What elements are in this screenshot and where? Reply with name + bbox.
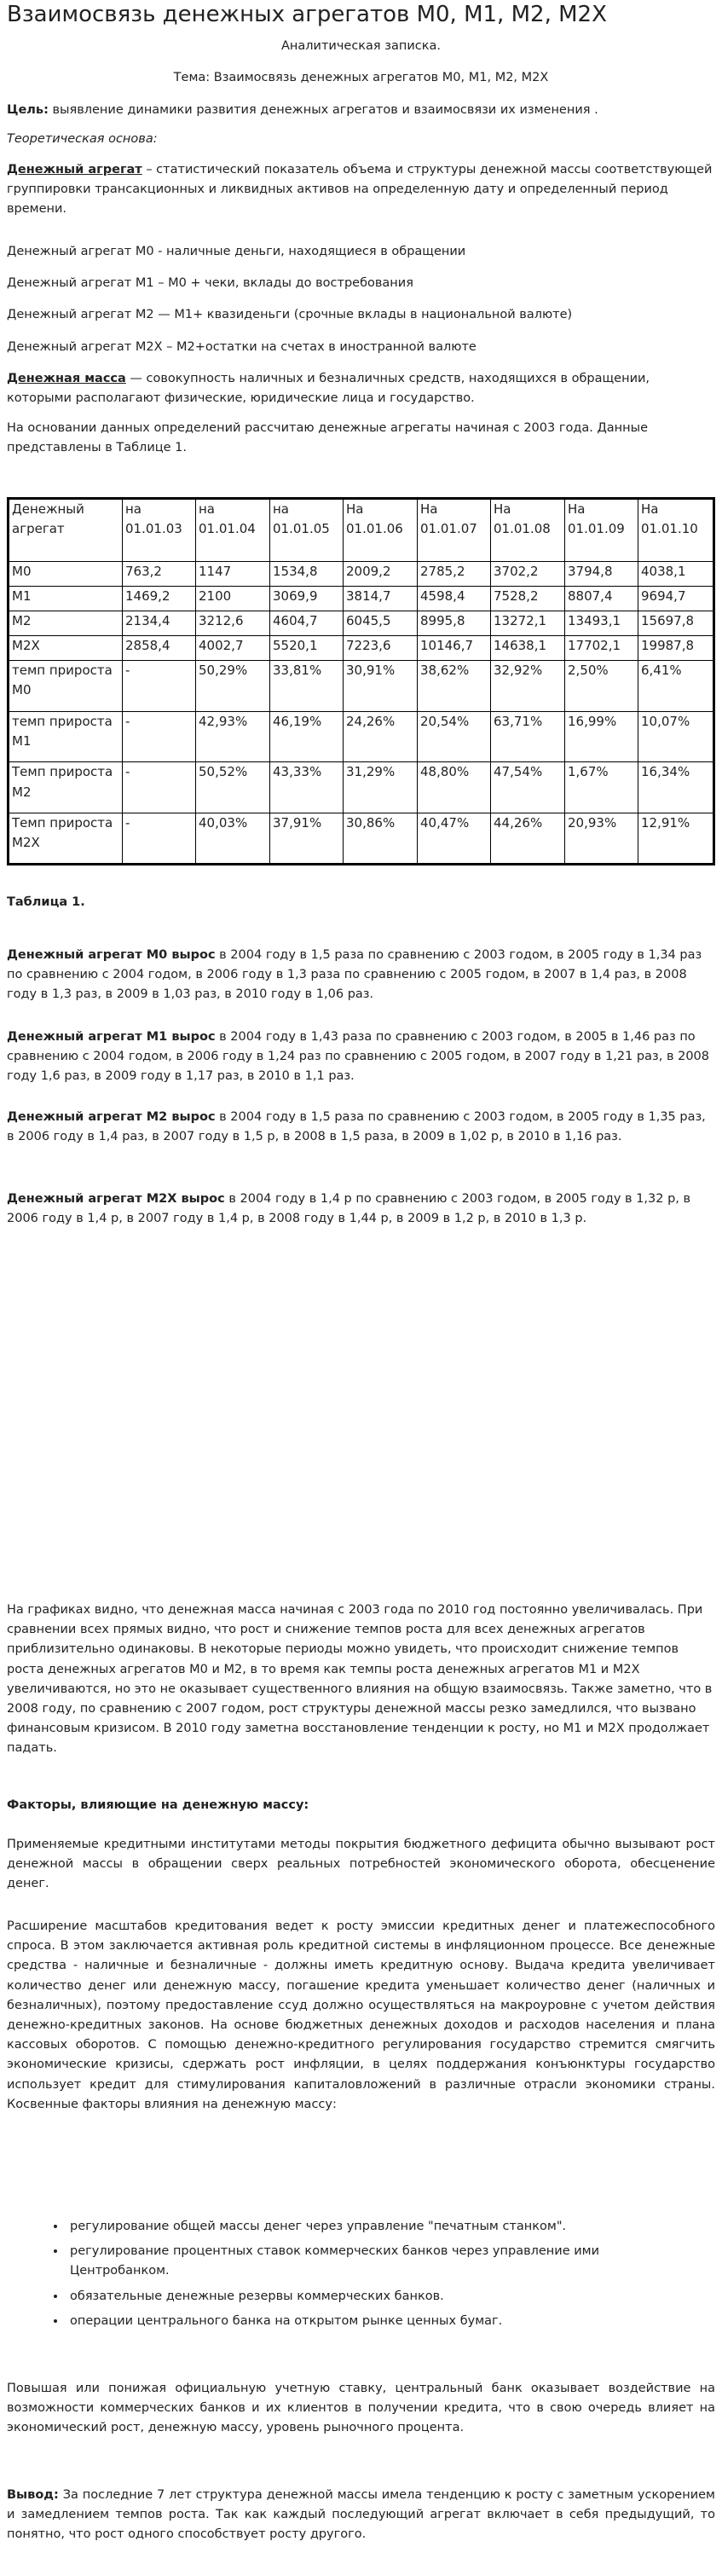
table-header-date: на 01.01.04 [196,499,270,562]
table-cell: 24,26% [344,711,418,762]
table-cell: 14638,1 [491,635,565,660]
money-mass-term: Денежная масса [7,372,126,385]
conclusion-paragraph [7,2486,715,2545]
table-cell: - [123,813,196,865]
table-cell: 10,07% [638,711,714,762]
table-header-date: На 01.01.10 [638,499,714,562]
table-cell: 4598,4 [418,587,491,611]
factors-paragraph-1: Применяемые кредитными институтами методы покрытия бюджетного дефицита обычно вызывают рост денежной массы в обращении сверх реальных потребностей экономического оборота, обесценение денег. [7,1838,715,1891]
document-subtitle: Аналитическая записка. [280,39,441,53]
table-cell: 2134,4 [123,611,196,636]
table-cell: 7223,6 [344,635,418,660]
table-cell: 30,86% [344,813,418,865]
table-row [9,762,714,813]
table-cell: 7528,2 [491,587,565,611]
table-cell: 13272,1 [491,611,565,636]
table-row-label: М0 [9,562,123,587]
table-cell: 1534,8 [270,562,344,587]
m2x-growth-text: в 2004 году в 1,4 р по сравнению с 2003 годом, в 2005 году в 1,32 р, в 2006 году в 1,4 р, в 2007 году в 1,4 р, в 2008 году в 1,44 р, в 2009 в 1,2 р, в 2010 в 1,3 р. [7,1192,691,1226]
table-cell: 43,33% [270,762,344,813]
table-cell: 6,41% [638,660,714,711]
list-item: • обязательные денежные резервы коммерческих банков. [66,2287,688,2307]
table-header-label: Денежный агрегат [9,499,123,562]
aggregate-definition-text: – статистический показатель объема и структуры денежной массы соответствующей группировки трансакционных и ликвидных активов на определенную дату и определенный период времени. [7,163,713,217]
m2-growth-text: в 2004 году в 1,5 раза по сравнению с 2003 годом, в 2005 году в 1,35 раз, в 2006 году в 1,4 раз, в 2007 году в 1,5 р, в 2008 в 1,5 раза, в 2009 в 1,02 р, в 2010 в 1,16 раз. [7,1110,706,1144]
table-cell: 31,29% [344,762,418,813]
table-cell: 1,67% [565,762,638,813]
indirect-factors-list [51,2217,688,2336]
factors-heading: Факторы, влияющие на денежную массу: [7,1798,309,1812]
table-header-date: На 01.01.07 [418,499,491,562]
table-cell: 37,91% [270,813,344,865]
table-cell: 46,19% [270,711,344,762]
list-item: • регулирование процентных ставок коммерческих банков через управление ими Центробанком. [66,2242,688,2281]
table-cell: 19987,8 [638,635,714,660]
m2x-growth-paragraph [7,1190,715,1229]
table-row [9,711,714,762]
table-row [9,587,714,611]
table-cell: 3212,6 [196,611,270,636]
table-cell: 3794,8 [565,562,638,587]
table-cell: 8807,4 [565,587,638,611]
table-cell: 2,50% [565,660,638,711]
table-cell: 16,34% [638,762,714,813]
table-row [9,562,714,587]
m1-growth-paragraph [7,1028,715,1087]
table-cell: 30,91% [344,660,418,711]
table-caption: Таблица 1. [7,895,85,909]
table-cell: 12,91% [638,813,714,865]
table-cell: 2100 [196,587,270,611]
central-bank-rate-paragraph: Повышая или понижая официальную учетную ставку, центральный банк оказывает воздействие на возможности коммерческих банков и их клиентов в получении кредита, что в свою очередь влияет на экономический рост, денежную массу, уровень рыночного процента. [7,2382,715,2435]
table-header-row [9,499,714,562]
table-cell: 1147 [196,562,270,587]
m2-growth-paragraph [7,1108,715,1147]
table-cell: 4002,7 [196,635,270,660]
table-row-label: М1 [9,587,123,611]
table-cell: 17702,1 [565,635,638,660]
m2-definition: Денежный агрегат М2 — М1+ квазиденьги (срочные вклады в национальной валюте) [7,308,573,321]
m2x-growth-lead: Денежный агрегат М2Х вырос [7,1192,225,1206]
table-cell: 4604,7 [270,611,344,636]
table-cell: - [123,660,196,711]
table-cell: 40,03% [196,813,270,865]
table-header-date: на 01.01.03 [123,499,196,562]
table-cell: 5520,1 [270,635,344,660]
table-cell: 1469,2 [123,587,196,611]
table-cell: 33,81% [270,660,344,711]
aggregates-table [7,497,715,865]
table-cell: 2785,2 [418,562,491,587]
table-header-date: на 01.01.05 [270,499,344,562]
table-cell: 16,99% [565,711,638,762]
table-cell: 3069,9 [270,587,344,611]
table-row-label: темп прироста М0 [9,660,123,711]
table-cell: 9694,7 [638,587,714,611]
theory-heading: Теоретическая основа: [7,132,158,146]
page-title: Взаимосвязь денежных агрегатов М0, М1, М2, М2Х [7,2,607,27]
table-cell: 40,47% [418,813,491,865]
conclusion-label: Вывод: [7,2488,59,2502]
table-cell: 13493,1 [565,611,638,636]
table-cell: 763,2 [123,562,196,587]
conclusion-text: За последние 7 лет структура денежной массы имела тенденцию к росту с заметным ускорением и замедлением темпов роста. Так как каждый последующий агрегат включает в себя предыдущий, то понятно, что рост одного способствует росту другого. [7,2488,715,2542]
table-cell: 50,52% [196,762,270,813]
m1-definition: Денежный агрегат М1 – М0 + чеки, вклады до востребования [7,276,413,290]
table-cell: 50,29% [196,660,270,711]
m2-growth-lead: Денежный агрегат М2 вырос [7,1110,216,1124]
table-row-label: темп прироста М1 [9,711,123,762]
table-row-label: М2 [9,611,123,636]
table-cell: - [123,711,196,762]
intro-paragraph: На основании данных определений рассчитаю денежные агрегаты начиная с 2003 года. Данные представлены в Таблице 1. [7,421,649,455]
table-cell: 20,93% [565,813,638,865]
table-cell: 3702,2 [491,562,565,587]
m1-growth-lead: Денежный агрегат М1 вырос [7,1030,216,1044]
table-row [9,813,714,865]
table-header-date: На 01.01.08 [491,499,565,562]
factors-paragraph-2: Расширение масштабов кредитования ведет к росту эмиссии кредитных денег и платежеспособного спроса. В этом заключается активная роль кредитной системы в инфляционном процессе. Все денежные средства - наличные и безналичные - должны иметь кредитную основу. Выдача кредита увеличивает количество денег или денежную массу, погашение кредита уменьшает количество денег (наличных и безналичных), поэтому предоставление ссуд должно осуществляться на макроуровне с учетом действия денежно-кредитных законов. На основе бюджетных денежных доходов и расходов населения и плана кассовых оборотов. С помощью денежно-кредитного регулирования государство стремится смягчить экономические кризисы, сдержать рост инфляции, в целях поддержания конъюнктуры государство использует кредит для стимулирования капиталовложений в различные отрасли экономики страны. Косвенные факторы влияния на денежную массу: [7,1919,715,2111]
table-cell: 63,71% [491,711,565,762]
table-cell: - [123,762,196,813]
table-row [9,611,714,636]
table-cell: 8995,8 [418,611,491,636]
table-cell: 15697,8 [638,611,714,636]
m0-growth-text: в 2004 году в 1,5 раза по сравнению с 2003 годом, в 2005 году в 1,34 раз по сравнению с 2004 годом, в 2006 году в 1,3 раза по сравнению с 2005 годом, в 2007 в 1,4 раз, в 2008 году в 1,3 раз, в 2009 в 1,03 раз, в 2010 году в 1,06 раз. [7,948,702,1002]
table-row-label: М2Х [9,635,123,660]
table-header-date: На 01.01.09 [565,499,638,562]
table-cell: 2858,4 [123,635,196,660]
m0-growth-paragraph [7,946,715,1005]
aggregate-term: Денежный агрегат [7,163,142,177]
table-cell: 42,93% [196,711,270,762]
table-header-date: На 01.01.06 [344,499,418,562]
table-cell: 20,54% [418,711,491,762]
m2x-definition: Денежный агрегат М2Х – М2+остатки на счетах в иностранной валюте [7,340,477,354]
table-row-label: Темп прироста М2Х [9,813,123,865]
goal-paragraph [7,101,715,120]
table-cell: 10146,7 [418,635,491,660]
aggregate-definition [7,160,715,220]
goal-label: Цель: [7,103,49,117]
table-row [9,660,714,711]
goal-text: выявление динамики развития денежных агрегатов и взаимосвязи их изменения . [48,103,598,117]
table-cell: 2009,2 [344,562,418,587]
table-cell: 3814,7 [344,587,418,611]
table-row-label: Темп прироста М2 [9,762,123,813]
table-cell: 48,80% [418,762,491,813]
document-topic: Тема: Взаимосвязь денежных агрегатов М0, М1, М2, М2Х [173,71,549,84]
list-item: • регулирование общей массы денег через управление "печатным станком". [66,2217,688,2237]
table-cell: 6045,5 [344,611,418,636]
table-row [9,635,714,660]
table-cell: 4038,1 [638,562,714,587]
table-cell: 38,62% [418,660,491,711]
m0-definition: Денежный агрегат М0 - наличные деньги, находящиеся в обращении [7,245,466,258]
table-cell: 44,26% [491,813,565,865]
graphs-paragraph: На графиках видно, что денежная масса начиная с 2003 года по 2010 год постоянно увеличивалась. При сравнении всех прямых видно, что рост и снижение темпов роста для всех денежных агрегатов приблизительно одинаковы. В некоторые периоды можно увидеть, что происходит снижение темпов роста денежных агрегатов М0 и М2, в то время как темпы роста денежных агрегатов М1 и М2Х увеличиваются, но это не оказывает существенного влияния на общую взаимосвязь. Также заметно, что в 2008 году, по сравнению с 2007 годом, рост структуры денежной массы резко замедлился, что вызвано финансовым кризисом. В 2010 году заметна восстановление тенденции к росту, но М1 и М2Х продолжает падать. [7,1603,713,1756]
money-mass-definition-text: — совокупность наличных и безналичных средств, находящихся в обращении, которыми располагают физические, юридические лица и государство. [7,372,650,406]
money-mass-definition [7,369,715,408]
m1-growth-text: в 2004 году в 1,43 раза по сравнению с 2003 годом, в 2005 в 1,46 раз по сравнению с 2004 годом, в 2006 году в 1,24 раз по сравнению с 2005 годом, в 2007 году в 1,21 раз, в 2008 году 1,6 раз, в 2009 году в 1,17 раз, в 2010 в 1,1 раз. [7,1030,710,1084]
table-cell: 32,92% [491,660,565,711]
list-item: • операции центрального банка на открытом рынке ценных бумаг. [66,2312,688,2331]
table-cell: 47,54% [491,762,565,813]
table-body [9,499,714,865]
m0-growth-lead: Денежный агрегат М0 вырос [7,948,216,962]
